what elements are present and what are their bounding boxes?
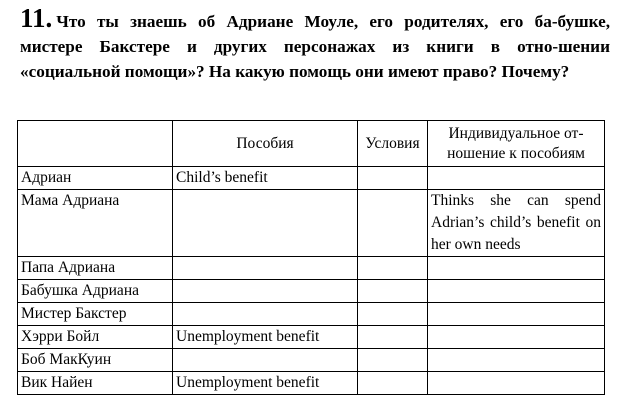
question-body: Что ты знаешь об Адриане Моуле, его родителях, его ба-бушке, мистере Бакстере и других персонажах из книги в отно-шении «социальной помощи»? На какую помощь они имеют право? Почему? [20,12,610,81]
header-character [18,121,173,167]
benefit-cell [173,280,358,303]
conditions-cell [358,372,428,395]
benefit-cell [173,303,358,326]
attitude-cell [428,257,605,280]
benefits-table [17,120,605,395]
conditions-cell [358,257,428,280]
conditions-cell [358,167,428,190]
attitude-cell [428,326,605,349]
benefit-cell [173,190,358,257]
table-row [18,349,605,372]
benefit-cell: Unemployment benefit [173,372,358,395]
attitude-cell: Thinks she can spend Adrian’s child’s benefit on her own needs [428,190,605,257]
character-name: Хэрри Бойл [18,326,173,349]
table-header-row [18,121,605,167]
header-conditions: Условия [358,121,428,167]
character-name: Папа Адриана [18,257,173,280]
conditions-cell [358,326,428,349]
conditions-cell [358,190,428,257]
benefit-cell [173,257,358,280]
question-number: 11. [20,3,53,33]
character-name: Адриан [18,167,173,190]
attitude-cell [428,372,605,395]
table-row [18,372,605,395]
table-row [18,280,605,303]
table-row [18,257,605,280]
conditions-cell [358,280,428,303]
header-benefits: Пособия [173,121,358,167]
attitude-cell [428,280,605,303]
benefit-cell: Unemployment benefit [173,326,358,349]
benefit-cell [173,349,358,372]
header-attitude: Индивидуальное от-ношение к пособиям [428,121,605,167]
conditions-cell [358,349,428,372]
character-name: Вик Найен [18,372,173,395]
character-name: Мистер Бакстер [18,303,173,326]
character-name: Боб МакКуин [18,349,173,372]
attitude-cell [428,349,605,372]
question-text [20,3,610,84]
table-row [18,303,605,326]
table-row [18,326,605,349]
benefit-cell: Child’s benefit [173,167,358,190]
attitude-cell [428,303,605,326]
character-name: Бабушка Адриана [18,280,173,303]
attitude-cell [428,167,605,190]
table-row [18,167,605,190]
table-row [18,190,605,257]
conditions-cell [358,303,428,326]
character-name: Мама Адриана [18,190,173,257]
